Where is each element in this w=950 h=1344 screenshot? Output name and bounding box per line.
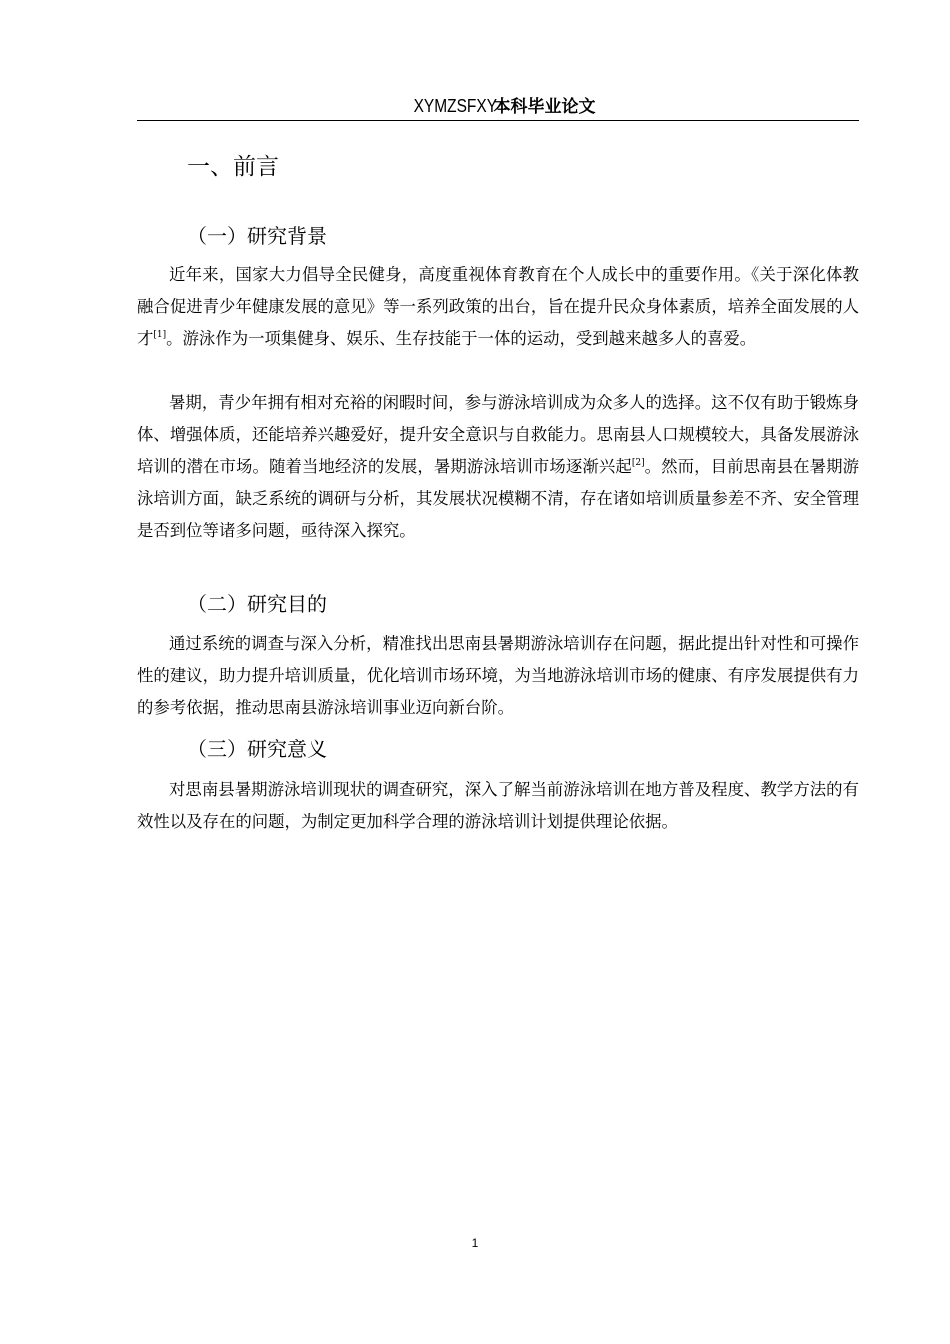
paragraph-background-2 — [137, 387, 859, 547]
section-title-preface: 一、前言 — [187, 154, 279, 180]
subsection-title-background: （一）研究背景 — [187, 224, 327, 248]
paragraph-background-1 — [137, 259, 859, 355]
citation-ref-2: [2] — [631, 458, 645, 468]
paragraph-purpose: 通过系统的调查与深入分析，精准找出思南县暑期游泳培训存在问题，据此提出针对性和可操作性的建议，助力提升培训质量，优化培训市场环境，为当地游泳培训市场的健康、有序发展提供有力的参考依据，推动思南县游泳培训事业迈向新台阶。 — [137, 634, 859, 717]
paragraph-text: 。然而，目前思南县在暑期游泳培训方面，缺乏系统的调研与分析，其发展状况模糊不清，存在诸如培训质量参差不齐、安全管理是否到位等诸多问题，亟待深入探究。 — [137, 457, 860, 540]
paragraph-significance: 对思南县暑期游泳培训现状的调查研究，深入了解当前游泳培训在地方普及程度、教学方法的有效性以及存在的问题，为制定更加科学合理的游泳培训计划提供理论依据。 — [137, 780, 859, 831]
paragraph-text: 暑期，青少年拥有相对充裕的闲暇时间，参与游泳培训成为众多人的选择。这不仅有助于锻炼身体、增强体质，还能培养兴趣爱好，提升安全意识与自救能力。思南县人口规模较大，具备发展游泳培训的潜在市场。随着当地经济的发展，暑期游泳培训市场逐渐兴起 — [137, 393, 859, 476]
header-thesis-label: 本科毕业论文 — [493, 97, 596, 117]
paragraph-text: 。游泳作为一项集健身、娱乐、生存技能于一体的运动，受到越来越多人的喜爱。 — [166, 329, 757, 348]
subsection-title-significance: （三）研究意义 — [187, 737, 327, 761]
header-school-code: XYMZSFXY — [414, 96, 498, 116]
subsection-title-purpose: （二）研究目的 — [187, 592, 327, 616]
citation-ref-1: [1] — [153, 330, 167, 340]
paragraph-text: 近年来，国家大力倡导全民健身，高度重视体育教育在个人成长中的重要作用。《关于深化体教融合促进青少年健康发展的意见》等一系列政策的出台，旨在提升民众身体素质，培养全面发展的人才 — [137, 265, 859, 348]
page-number: 1 — [471, 1236, 479, 1250]
page-header — [137, 92, 859, 121]
